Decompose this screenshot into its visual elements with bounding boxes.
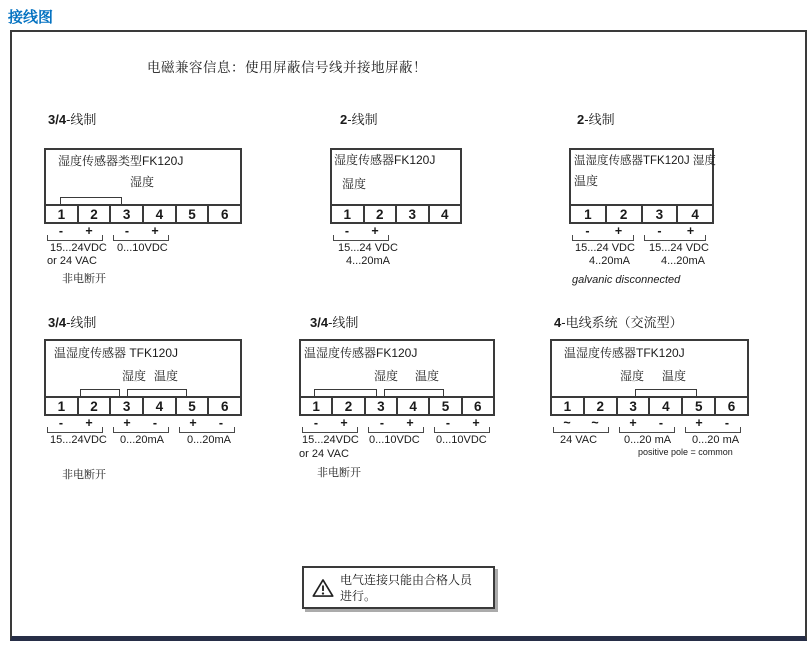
output-signal-label: 0...10VDC (436, 434, 487, 446)
output-signal-label: 0...20mA (187, 434, 232, 446)
label-suffix: -线制 (328, 315, 359, 330)
label-suffix: -线制 (347, 112, 378, 127)
polarity-sign: - (58, 416, 64, 430)
polarity-sign: - (124, 224, 130, 238)
emc-note: 电磁兼容信息：使用屏蔽信号线并接地屏蔽！ (147, 60, 427, 75)
terminal-cell: 6 (207, 396, 242, 416)
output-signal-label: 0...20mA (120, 434, 165, 446)
signal-label-temperature: 温度 (574, 174, 599, 188)
label-suffix: -线制 (66, 112, 97, 127)
terminal-cell: 3 (395, 204, 430, 224)
terminal-bracket (127, 389, 187, 396)
label-prefix: 4 (554, 315, 562, 330)
polarity-sign: - (658, 416, 664, 430)
terminal-cell: 5 (681, 396, 716, 416)
common-pole-note: positive pole = common (638, 447, 733, 457)
terminal-cell: 2 (77, 204, 112, 224)
terminal-cell: 1 (569, 204, 607, 224)
polarity-group (47, 416, 103, 433)
diagram-type-label (310, 312, 358, 331)
polarity-sign: - (724, 416, 730, 430)
sensor-box-title: 湿度传感器FK120J (334, 153, 436, 167)
terminal-cell: 3 (109, 204, 144, 224)
supply-voltage-label: 24 VAC (560, 434, 598, 446)
terminal-strip (44, 204, 242, 224)
polarity-bracket (644, 235, 706, 241)
sensor-box-title: 温湿度传感器TFK120J (564, 346, 685, 360)
polarity-sign: + (629, 416, 637, 430)
polarity-sign: - (344, 224, 350, 238)
wiring-diagram-panel (10, 30, 807, 641)
signal-label-humidity: 湿度 (122, 369, 147, 383)
polarity-sign: - (379, 416, 385, 430)
isolation-note: 非电断开 (62, 273, 106, 285)
polarity-bracket (368, 427, 424, 433)
polarity-sign: - (152, 416, 158, 430)
polarity-sign: + (695, 416, 703, 430)
polarity-group (47, 224, 103, 241)
terminal-cell: 1 (550, 396, 585, 416)
terminal-cell: 2 (363, 204, 398, 224)
polarity-sign: ~ (563, 416, 571, 430)
polarity-sign: - (585, 224, 590, 238)
terminal-cell: 6 (461, 396, 495, 416)
supply-voltage-label: 15...24VDC (302, 434, 359, 446)
polarity-bracket (47, 427, 103, 433)
terminal-cell: 2 (331, 396, 365, 416)
signal-label-humidity: 湿度 (130, 175, 155, 189)
terminal-cell: 3 (364, 396, 398, 416)
polarity-bracket (685, 427, 741, 433)
sensor-box-title: 温湿度传感器FK120J (304, 346, 418, 360)
polarity-bracket (434, 427, 490, 433)
output-signal-label: 4...20mA (661, 255, 706, 267)
terminal-cell: 4 (648, 396, 683, 416)
terminal-cell: 3 (616, 396, 651, 416)
label-prefix: 2 (340, 112, 348, 127)
terminal-bracket (384, 389, 444, 396)
polarity-sign: - (58, 224, 64, 238)
terminal-cell: 5 (175, 396, 210, 416)
polarity-group (113, 224, 169, 241)
label-prefix: 3/4 (48, 112, 67, 127)
warning-box (302, 566, 495, 609)
polarity-group (619, 416, 675, 433)
diagram-2-wire-tfk120j (567, 106, 767, 316)
signal-label-humidity: 湿度 (620, 369, 645, 383)
polarity-group (644, 224, 706, 241)
polarity-bracket (619, 427, 675, 433)
supply-voltage-label: 15...24 VDC (338, 242, 398, 254)
polarity-bracket (113, 427, 169, 433)
label-suffix: -线制 (584, 112, 615, 127)
terminal-cell: 4 (396, 396, 430, 416)
isolation-note: 非电断开 (62, 469, 106, 481)
terminal-bracket (80, 389, 120, 396)
label-prefix: 3/4 (310, 315, 329, 330)
polarity-group (333, 224, 389, 241)
polarity-bracket (47, 235, 103, 241)
terminal-cell: 4 (142, 204, 177, 224)
polarity-bracket (179, 427, 235, 433)
polarity-sign: + (85, 416, 93, 430)
supply-voltage-label: 15...24 VDC (649, 242, 709, 254)
terminal-cell: 3 (641, 204, 679, 224)
terminal-cell: 1 (299, 396, 333, 416)
diagram-type-label (48, 312, 96, 331)
supply-voltage-label: 15...24 VDC (575, 242, 635, 254)
label-suffix: -电线系统（交流型） (561, 315, 683, 330)
isolation-note: 非电断开 (317, 467, 361, 479)
terminal-cell: 4 (142, 396, 177, 416)
polarity-sign: + (189, 416, 197, 430)
supply-voltage-label: 15...24VDC (50, 242, 107, 254)
terminal-cell: 1 (330, 204, 365, 224)
terminal-cell: 4 (676, 204, 714, 224)
signal-label-humidity: 湿度 (374, 369, 399, 383)
signal-label-humidity: 湿度 (342, 177, 367, 191)
sensor-box-title: 温湿度传感器TFK120J 湿度 (574, 155, 716, 167)
output-signal-label: 0...10VDC (369, 434, 420, 446)
polarity-group (113, 416, 169, 433)
polarity-sign: + (123, 416, 131, 430)
polarity-sign: - (313, 416, 319, 430)
terminal-bracket (60, 197, 122, 204)
diagram-type-label (340, 109, 378, 128)
polarity-group (179, 416, 235, 433)
signal-label-temperature: 温度 (154, 369, 179, 383)
terminal-strip (330, 204, 462, 224)
signal-label-temperature: 温度 (662, 369, 687, 383)
diagram-type-label (48, 109, 96, 128)
label-prefix: 2 (577, 112, 585, 127)
polarity-group (572, 224, 634, 241)
polarity-group (434, 416, 490, 433)
polarity-bracket (572, 235, 634, 241)
polarity-sign: + (340, 416, 348, 430)
polarity-group (685, 416, 741, 433)
polarity-sign: ~ (591, 416, 599, 430)
polarity-sign: + (85, 224, 93, 238)
polarity-group (368, 416, 424, 433)
polarity-sign: + (151, 224, 159, 238)
terminal-cell: 1 (44, 396, 79, 416)
alt-supply-note: or 24 VAC (299, 448, 349, 460)
terminal-bracket (635, 389, 697, 396)
terminal-bracket (314, 389, 377, 396)
output-signal-label: 4..20mA (589, 255, 630, 267)
sensor-box-title: 温湿度传感器 TFK120J (54, 346, 179, 360)
terminal-cell: 5 (428, 396, 462, 416)
warning-triangle-icon (312, 578, 334, 603)
output-signal-label: 4...20mA (346, 255, 391, 267)
polarity-sign: - (218, 416, 224, 430)
label-suffix: -线制 (66, 315, 97, 330)
polarity-sign: + (614, 224, 623, 238)
polarity-sign: + (472, 416, 480, 430)
terminal-cell: 4 (428, 204, 463, 224)
diagram-2-wire-fk120j (330, 106, 510, 306)
polarity-sign: + (406, 416, 414, 430)
terminal-strip (44, 396, 242, 416)
terminal-cell: 3 (109, 396, 144, 416)
output-signal-label: 0...20 mA (692, 434, 740, 446)
diagram-type-label (577, 109, 615, 128)
terminal-cell: 2 (605, 204, 643, 224)
polarity-sign: - (445, 416, 451, 430)
polarity-bracket (553, 427, 609, 433)
sensor-box-title: 湿度传感器类型FK120J (58, 154, 184, 168)
polarity-bracket (113, 235, 169, 241)
polarity-bracket (333, 235, 389, 241)
page-title: 接线图 (8, 9, 54, 26)
terminal-strip (550, 396, 749, 416)
terminal-cell: 2 (77, 396, 112, 416)
terminal-cell: 1 (44, 204, 79, 224)
signal-label-temperature: 温度 (415, 369, 440, 383)
diagram-type-label (554, 312, 683, 331)
warning-text: 电气连接只能由合格人员进行。 (340, 573, 473, 604)
terminal-cell: 2 (583, 396, 618, 416)
polarity-bracket (302, 427, 358, 433)
alt-supply-note: or 24 VAC (47, 255, 97, 267)
diagram-3-4-wire-fk120j (44, 106, 284, 306)
terminal-strip (299, 396, 495, 416)
diagram-3-4-wire-fk120j-dual (299, 309, 539, 489)
terminal-strip (569, 204, 714, 224)
terminal-cell: 6 (207, 204, 242, 224)
polarity-sign: + (686, 224, 695, 238)
terminal-cell: 5 (175, 204, 210, 224)
diagram-4-wire-ac-tfk120j (550, 309, 790, 489)
label-prefix: 3/4 (48, 315, 67, 330)
polarity-group (302, 416, 358, 433)
galvanic-note: galvanic disconnected (572, 274, 681, 286)
output-signal-label: 0...10VDC (117, 242, 168, 254)
diagram-3-4-wire-tfk120j (44, 309, 284, 489)
polarity-sign: - (657, 224, 662, 238)
terminal-cell: 6 (714, 396, 749, 416)
polarity-group (553, 416, 609, 433)
output-signal-label: 0...20 mA (624, 434, 672, 446)
polarity-sign: + (371, 224, 379, 238)
supply-voltage-label: 15...24VDC (50, 434, 107, 446)
